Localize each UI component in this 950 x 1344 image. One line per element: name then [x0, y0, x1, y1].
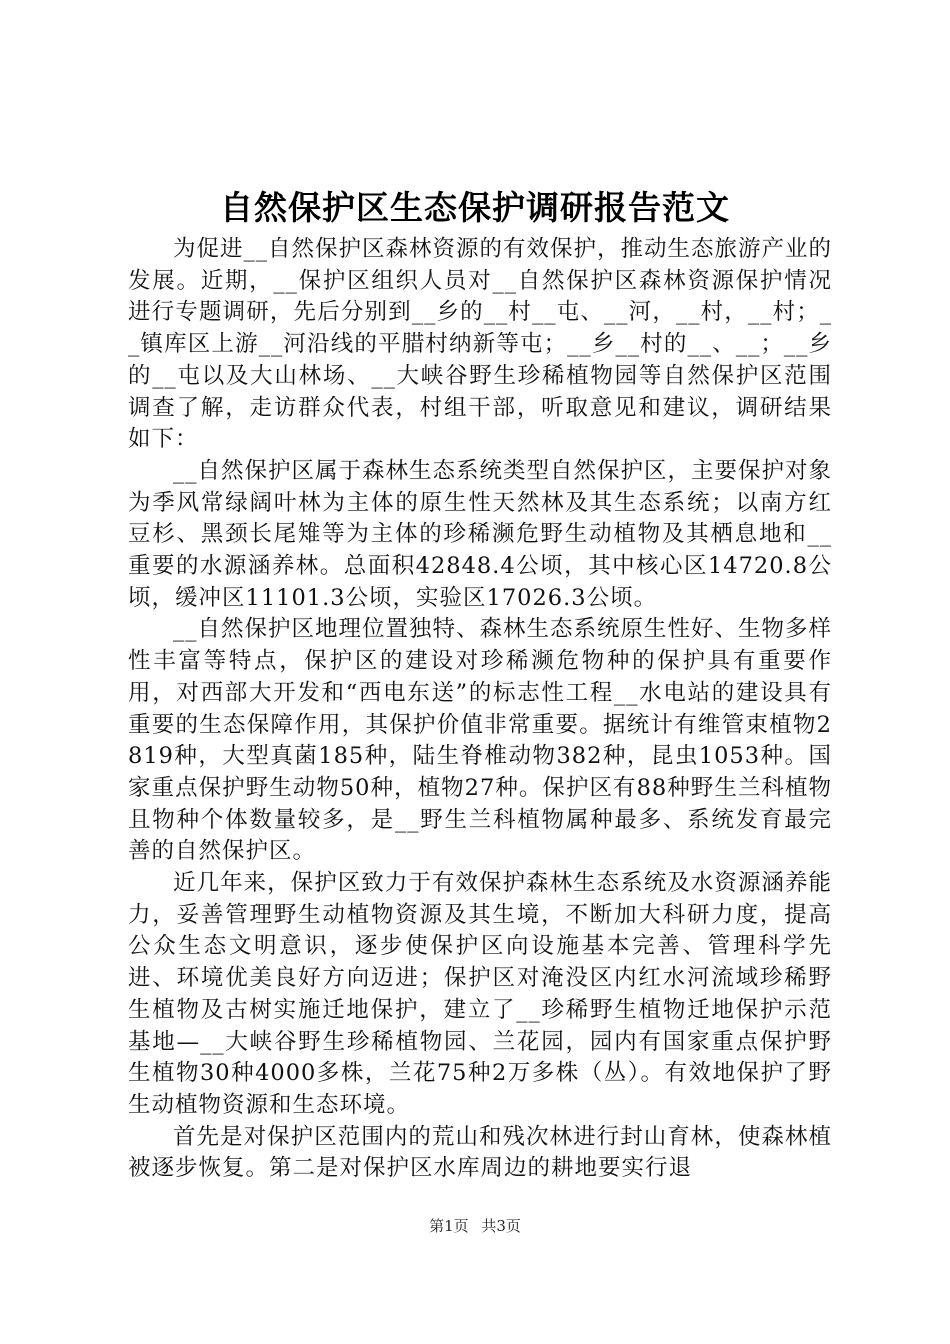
document-title: 自然保护区生态保护调研报告范文	[220, 188, 730, 227]
paragraph-measures: 首先是对保护区范围内的荒山和残次林进行封山育林，使森林植被逐步恢复。第二是对保护区水库周边的耕地要实行退	[128, 1123, 832, 1182]
paragraph-overview: __自然保护区属于森林生态系统类型自然保护区，主要保护对象为季风常绿阔叶林为主体的原生性天然林及其生态系统；以南方红豆杉、黑颈长尾雉等为主体的珍稀濒危野生动植物及其栖息地和__重要的水源涵养林。总面积42848.4公顷，其中核心区14720.8公顷，缓冲区11101.3公顷，实验区17026.3公顷。	[128, 457, 833, 611]
page-number: 第1页	[429, 1217, 469, 1235]
paragraph-achievements: 近几年来，保护区致力于有效保护森林生态系统及水资源涵养能力，妥善管理野生动植物资源及其生境，不断加大科研力度，提高公众生态文明意识，逐步使保护区向设施基本完善、管理科学先进、环境优美良好方向迈进；保护区对淹没区内红水河流域珍稀野生植物及古树实施迁地保护，建立了__珍稀野生植物迁地保护示范基地—__大峡谷野生珍稀植物园、兰花园，园内有国家重点保护野生植物30种4000多株，兰花75种2万多株（丛）。有效地保护了野生动植物资源和生态环境。	[128, 870, 832, 1118]
page-total: 共3页	[481, 1217, 521, 1235]
paragraph-intro: 为促进__自然保护区森林资源的有效保护，推动生态旅游产业的发展。近期，__保护区组织人员对__自然保护区森林资源保护情况进行专题调研，先后分别到__乡的__村__屯、__河，__村，__村；__镇库区上游__河沿线的平腊村纳新等屯；__乡__村的__、__；__乡的__屯以及大山林场、__大峡谷野生珍稀植物园等自然保护区范围调查了解，走访群众代表，村组干部，听取意见和建议，调研结果如下：	[128, 236, 833, 453]
paragraph-significance: __自然保护区地理位置独特、森林生态系统原生性好、生物多样性丰富等特点，保护区的建设对珍稀濒危物种的保护具有重要作用，对西部大开发和“西电东送”的标志性工程__水电站的建设具有重要的生态保障作用，其保护价值非常重要。据统计有维管束植物2819种，大型真菌185种，陆生脊椎动物382种，昆虫1053种。国家重点保护野生动物50种，植物27种。保护区有88种野生兰科植物且物种个体数量较多，是__野生兰科植物属种最多、系统发育最完善的自然保护区。	[128, 616, 833, 865]
page-footer	[0, 1216, 950, 1236]
document-body	[128, 234, 832, 1185]
